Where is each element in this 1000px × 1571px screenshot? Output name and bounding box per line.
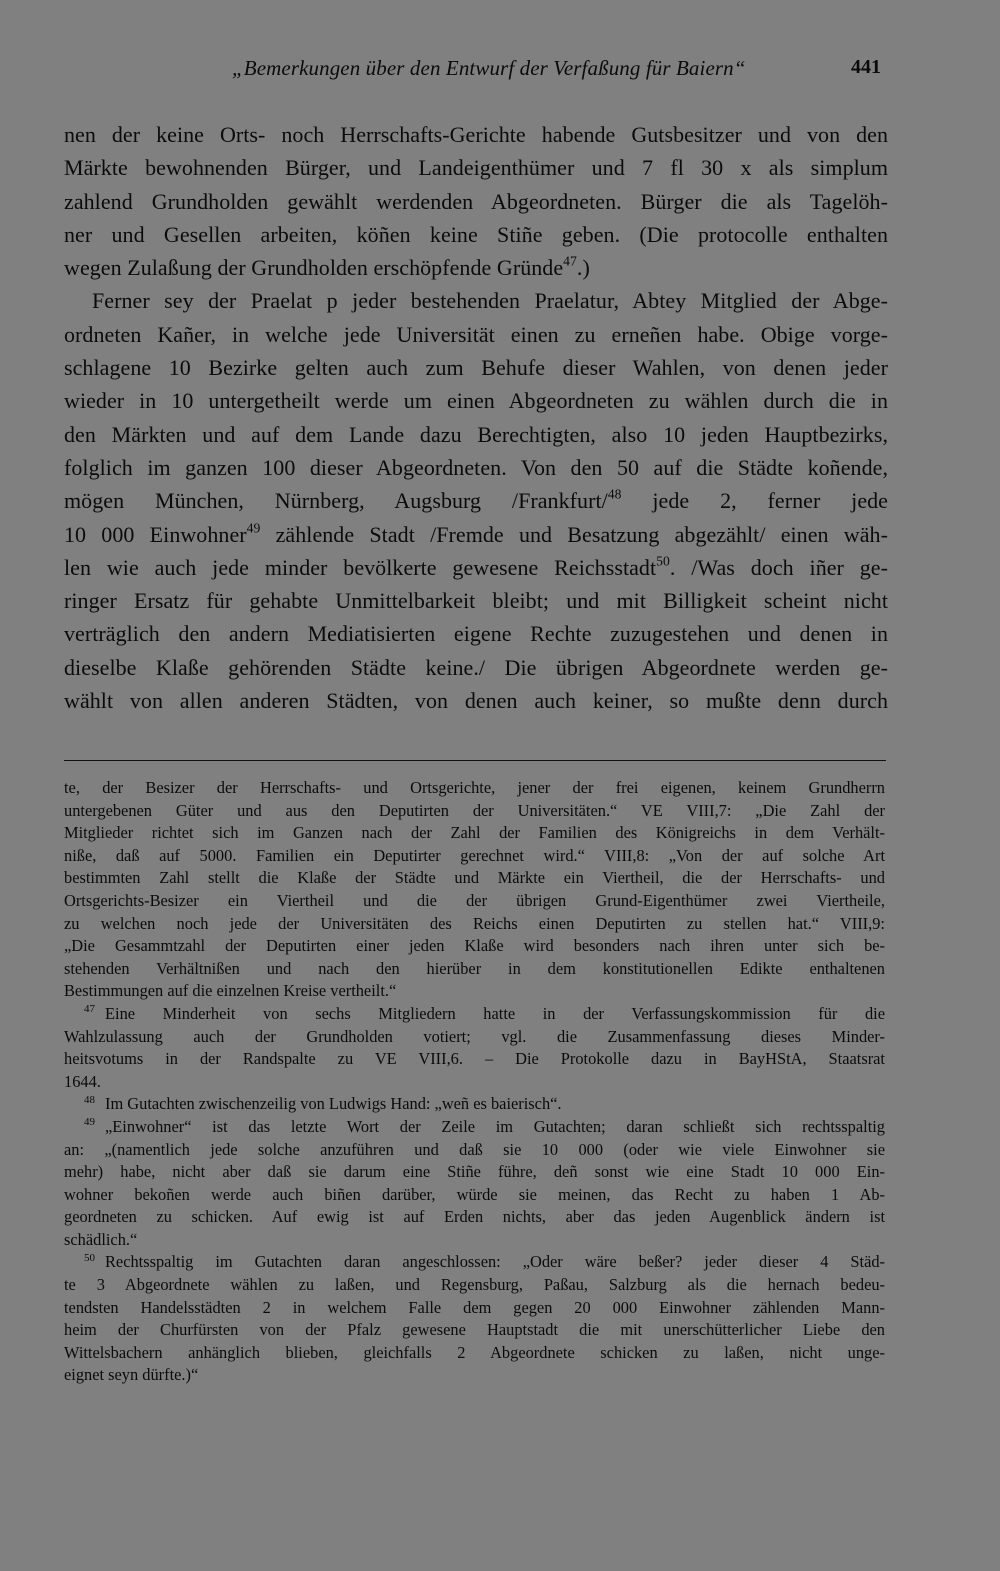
main-text (64, 118, 888, 717)
text-line (64, 484, 888, 517)
footnote-line (64, 1003, 885, 1026)
footnote-line: 1644. (64, 1071, 101, 1091)
text-segment: wegen Zulaßung der Grundholden erschöpfende Gründe (64, 255, 564, 281)
text-line: Ferner sey der Praelat p jeder bestehenden Praelatur, Abtey Mitglied der Abge- (92, 288, 888, 314)
footnote-line: eignet seyn dürfte.)“ (64, 1365, 199, 1385)
text-line (64, 251, 888, 284)
text-segment: .) (576, 255, 590, 281)
footnote-line: Mitglieder richtet sich im Ganzen nach der Zahl der Familien des Königreichs in dem Verhält- (64, 823, 885, 843)
text-line: folglich im ganzen 100 dieser Abgeordneten. Von den 50 auf die Städte koñende, (64, 454, 888, 480)
text-line: wählt von allen anderen Städten, von denen auch keiner, so mußte denn durch (64, 688, 888, 714)
text-segment: 10 000 Einwohner (64, 521, 247, 547)
text-line: den Märkten und auf dem Lande dazu Berechtigten, also 10 jeden Hauptbezirks, (64, 421, 888, 447)
page-header (0, 56, 1000, 86)
text-line: ner und Gesellen arbeiten, köñen keine Stiñe geben. (Die protocolle enthalten (64, 221, 888, 247)
text-line: wieder in 10 untergetheilt werde um einen Abgeordneten zu wählen durch die in (64, 388, 888, 414)
footnote-49 (64, 1116, 885, 1252)
footnote-line: untergebenen Güter und aus den Deputirten der Universitäten.“ VE VIII,7: „Die Zahl der (64, 800, 885, 820)
footnote-ref-50[interactable]: 50 (656, 553, 670, 569)
footnote-line (64, 1116, 885, 1139)
text-line: nen der keine Orts- noch Herrschafts-Gerichte habende Gutsbesitzer und von den (64, 122, 888, 147)
text-line (64, 551, 888, 584)
footnote-line: heim der Churfürsten von der Pfalz gewesene Hauptstadt die mit unerschütterlicher Liebe den (64, 1320, 885, 1340)
footnote-ref-47[interactable]: 47 (563, 253, 577, 269)
footnote-line: tendsten Handelsstädten 2 in welchem Falle dem gegen 20 000 Einwohner zählenden Mann- (64, 1297, 885, 1317)
footnote-text: Eine Minderheit von sechs Mitgliedern hatte in der Verfassungskommission für die (105, 1003, 885, 1023)
text-segment: mögen München, Nürnberg, Augsburg /Frankfurt/ (64, 488, 608, 514)
footnote-line: mehr) habe, nicht aber daß sie darum eine Stiñe führe, deñ sonst wie eine Stadt 10 000 Ein- (64, 1162, 885, 1182)
footnote-47 (64, 1003, 885, 1093)
footnote-50 (64, 1251, 885, 1387)
text-line: dieselbe Klaße gehörenden Städte keine./ Die übrigen Abgeordnete werden ge- (64, 654, 888, 680)
footnote-number: 47 (84, 1003, 95, 1016)
footnote-ref-49[interactable]: 49 (246, 520, 261, 536)
text-line: Märkte bewohnenden Bürger, und Landeigenthümer und 7 fl 30 x als simplum (64, 155, 888, 181)
footnote-line: te 3 Abgeordnete wählen zu laßen, und Regensburg, Paßau, Salzburg als die hernach bedeu- (64, 1275, 885, 1295)
footnote-line: te, der Besizer der Herrschafts- und Ortsgerichte, jener der frei eigenen, keinem Grundherrn (64, 778, 885, 797)
page-number: 441 (851, 56, 881, 78)
footnote-text: „Einwohner“ ist das letzte Wort der Zeile im Gutachten; daran schließt sich rechtsspaltig (105, 1116, 885, 1136)
footnote-line: an: „(namentlich jede solche anzuführen und daß sie 10 000 (oder wie viele Einwohner sie (64, 1139, 885, 1159)
footnote-line: bestimmten Zahl stellt die Klaße der Städte und Märkte ein Viertheil, die der Herrschafts- und (64, 868, 885, 888)
footnote-line: wohner bekoñen werde auch biñen darüber, würde sie meinen, das Recht zu haben 1 Ab- (64, 1184, 885, 1204)
text-line: ringer Ersatz für gehabte Unmittelbarkeit bleibt; und mit Billigkeit scheint nicht (64, 588, 888, 614)
footnote-number: 48 (84, 1093, 95, 1106)
footnote-line: Wahlzulassung auch der Grundholden votiert; vgl. die Zusammenfassung dieses Minder- (64, 1026, 885, 1046)
footnote-line: Ortsgerichts-Besizer ein Viertheil und die der übrigen Grund-Eigenthümer zwei Viertheile, (64, 890, 885, 910)
text-segment: . /Was doch iñer ge- (669, 554, 888, 580)
text-segment: zählende Stadt /Fremde und Besatzung abgezählt/ einen wäh- (260, 521, 888, 547)
footnote-continuation (64, 777, 885, 1003)
footnote-line: geordneten zu schicken. Auf ewig ist auf Erden nichts, aber das jeden Augenblick ändern ist (64, 1207, 885, 1227)
footnote-line (64, 1251, 885, 1274)
footnotes (64, 777, 885, 1387)
text-line (64, 518, 888, 551)
footnote-ref-48[interactable]: 48 (607, 486, 622, 502)
footnote-line: niße, daß auf 5000. Familien ein Deputirter gerechnet wird.“ VIII,8: „Von der auf solche Art (64, 845, 885, 865)
footnote-line: Bestimmungen auf die einzelnen Kreise vertheilt.“ (64, 981, 397, 1001)
text-segment: jede 2, ferner jede (621, 488, 889, 514)
footnote-line (64, 1093, 885, 1116)
footnote-line: stehenden Verhältnißen und nach den hierüber in dem konstitutionellen Edikte enthaltenen (64, 958, 885, 978)
footnote-line: Wittelsbachern anhänglich blieben, gleichfalls 2 Abgeordnete schicken zu laßen, nicht unge- (64, 1342, 885, 1362)
footnote-line: heitsvotums in der Randspalte zu VE VIII,6. – Die Protokolle dazu in BayHStA, Staatsrat (64, 1049, 885, 1069)
text-line: schlagene 10 Bezirke gelten auch zum Behufe dieser Wahlen, von denen jeder (64, 355, 888, 381)
footnote-number: 49 (84, 1116, 95, 1129)
footnote-text: Rechtsspaltig im Gutachten daran angeschlossen: „Oder wäre beßer? jeder dieser 4 Städ- (105, 1252, 885, 1272)
footnote-line: „Die Gesammtzahl der Deputirten einer jeden Klaße wird besonders nach ihren unter sich be- (64, 936, 885, 956)
text-line: zahlend Grundholden gewählt werdenden Abgeordneten. Bürger die als Tagelöh- (64, 188, 888, 214)
footnote-48 (64, 1093, 885, 1116)
footnote-line: zu welchen noch jede der Universitäten des Reichs einen Deputirten zu stellen hat.“ VIII,9: (64, 913, 885, 933)
text-line: verträglich den andern Mediatisierten eigene Rechte zuzugestehen und denen in (64, 621, 888, 647)
footnote-separator (64, 760, 886, 761)
text-segment: len wie auch jede minder bevölkerte gewesene Reichsstadt (64, 554, 657, 580)
running-title: „Bemerkungen über den Entwurf der Verfaßung für Baiern“ (232, 56, 746, 80)
footnote-number: 50 (84, 1251, 95, 1264)
text-line: ordneten Kañer, in welche jede Universität einen zu erneñen habe. Obige vorge- (64, 321, 888, 347)
footnote-line: schädlich.“ (64, 1229, 138, 1249)
footnote-text: Im Gutachten zwischenzeilig von Ludwigs Hand: „weñ es baierisch“. (105, 1094, 562, 1114)
